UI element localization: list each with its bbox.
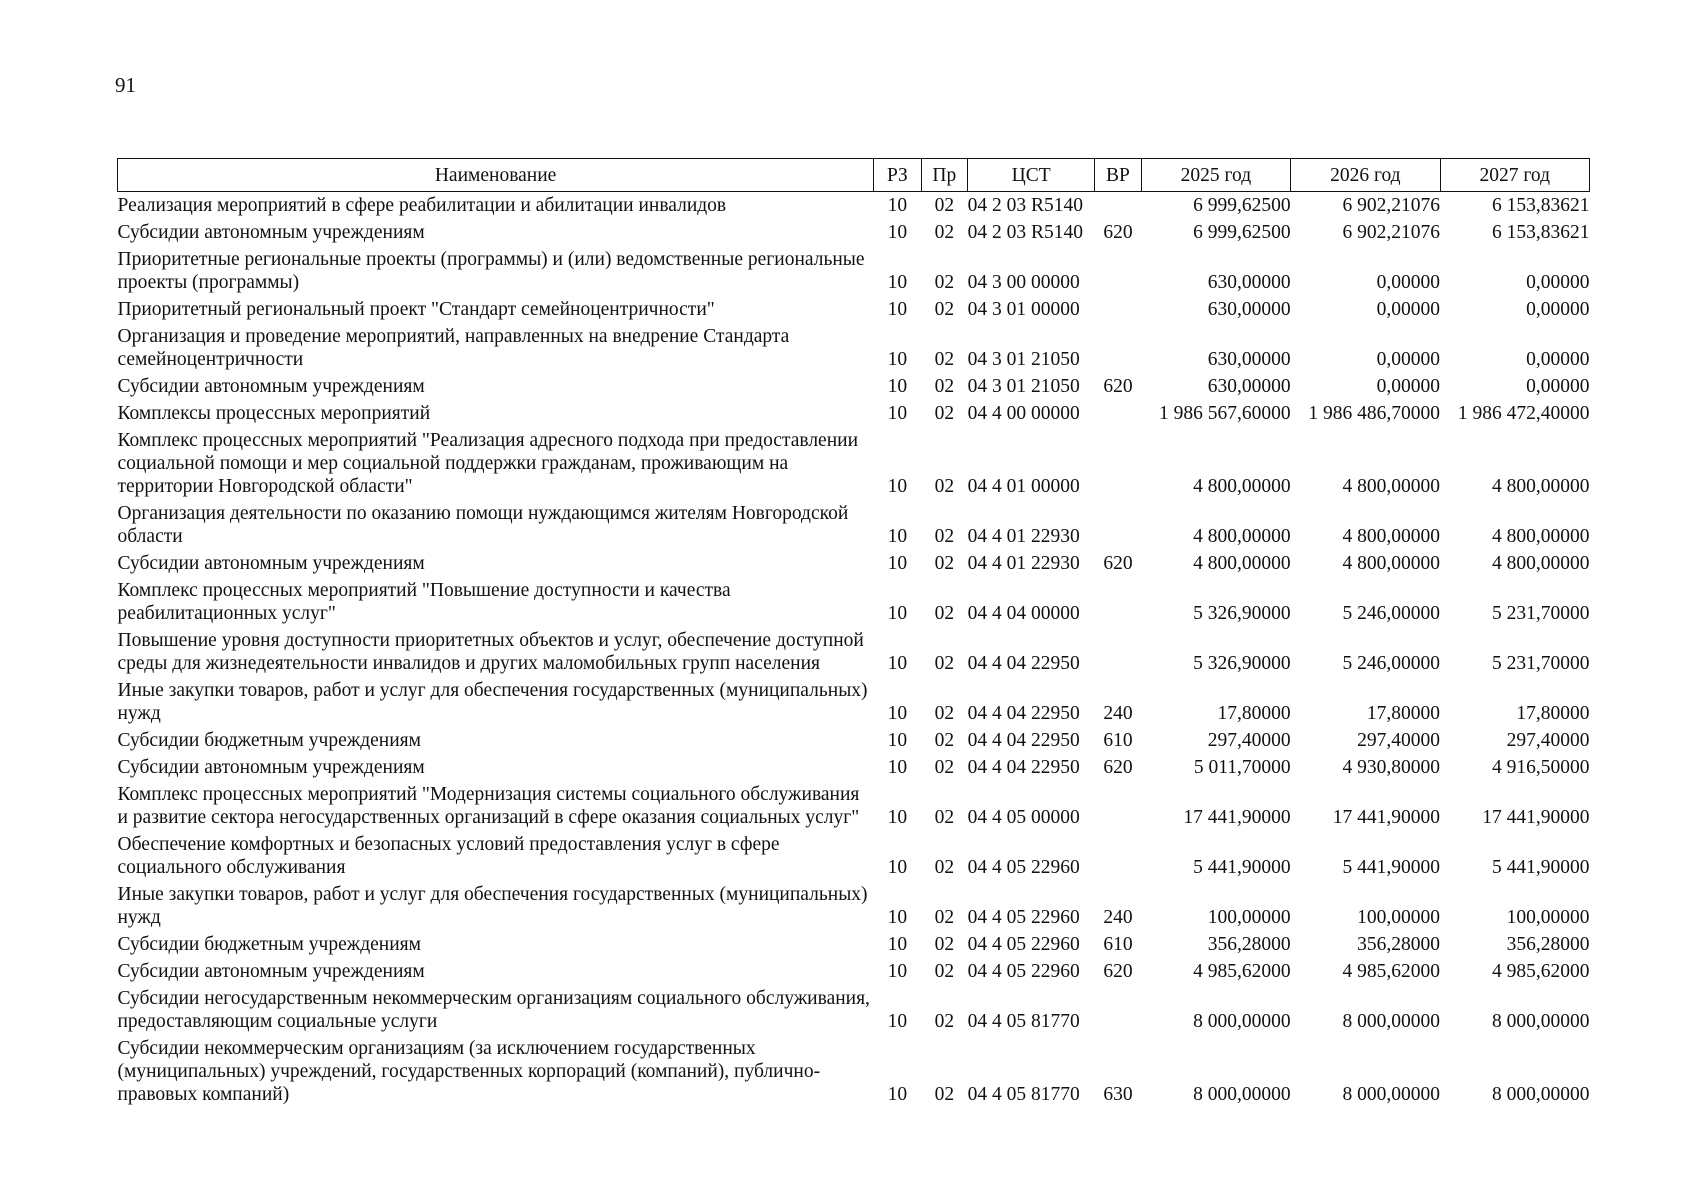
cell-2025: 630,00000 xyxy=(1207,376,1291,397)
cell-vr xyxy=(1095,192,1141,220)
cell-pr: 02 xyxy=(934,403,955,424)
cell-name: Субсидии автономным учреждениям xyxy=(117,376,425,397)
cell-rz: 10 xyxy=(887,807,908,828)
cell-2026: 5 441,90000 xyxy=(1342,857,1441,878)
cell-pr: 02 xyxy=(934,653,955,674)
cell-2027: 4 800,00000 xyxy=(1492,476,1590,497)
cell-rz: 10 xyxy=(887,1084,908,1105)
cell-cst: 04 4 05 22960 xyxy=(967,961,1080,982)
cell-rz: 10 xyxy=(887,299,908,320)
table-row xyxy=(118,246,1590,296)
cell-2025: 4 800,00000 xyxy=(1193,526,1291,547)
cell-name: Приоритетные региональные проекты (программы) и (или) ведомственные региональные проекты (программы) xyxy=(117,249,865,293)
cell-2027: 6 153,83621 xyxy=(1492,195,1590,216)
cell-name: Комплекс процессных мероприятий "Повышение доступности и качества реабилитационных услуг" xyxy=(117,580,731,624)
cell-rz: 10 xyxy=(887,603,908,624)
cell-cst: 04 4 05 00000 xyxy=(967,807,1080,828)
cell-2027: 6 153,83621 xyxy=(1492,222,1590,243)
cell-vr xyxy=(1095,577,1141,627)
header-2027: 2027 год xyxy=(1440,159,1589,192)
cell-2026: 8 000,00000 xyxy=(1342,1011,1441,1032)
cell-vr xyxy=(1095,627,1141,677)
cell-name: Субсидии негосударственным некоммерческим организациям социального обслуживания, предоставляющим социальные услуги xyxy=(117,988,870,1032)
cell-2027: 5 441,90000 xyxy=(1492,857,1590,878)
header-rz: РЗ xyxy=(874,159,921,192)
cell-pr: 02 xyxy=(934,757,955,778)
table-row xyxy=(118,1035,1590,1108)
cell-vr xyxy=(1095,781,1141,831)
cell-vr xyxy=(1095,400,1141,427)
cell-rz: 10 xyxy=(887,1011,908,1032)
table-row xyxy=(118,831,1590,881)
cell-2027: 0,00000 xyxy=(1526,349,1590,370)
cell-2027: 0,00000 xyxy=(1526,376,1590,397)
cell-2026: 8 000,00000 xyxy=(1342,1084,1441,1105)
cell-name: Субсидии автономным учреждениям xyxy=(117,222,425,243)
cell-cst: 04 2 03 R5140 xyxy=(967,195,1083,216)
table-row xyxy=(118,627,1590,677)
cell-rz: 10 xyxy=(887,703,908,724)
cell-vr xyxy=(1095,985,1141,1035)
cell-name: Обеспечение комфортных и безопасных условий предоставления услуг в сфере социального обслуживания xyxy=(117,834,780,878)
cell-2027: 4 800,00000 xyxy=(1492,526,1590,547)
cell-2026: 4 930,80000 xyxy=(1342,757,1441,778)
cell-2026: 0,00000 xyxy=(1376,349,1441,370)
cell-2027: 17,80000 xyxy=(1516,703,1590,724)
cell-cst: 04 4 05 81770 xyxy=(967,1084,1080,1105)
cell-2025: 6 999,62500 xyxy=(1193,195,1291,216)
cell-2025: 8 000,00000 xyxy=(1193,1011,1291,1032)
cell-2025: 17 441,90000 xyxy=(1183,807,1291,828)
cell-2027: 356,28000 xyxy=(1506,934,1590,955)
cell-cst: 04 3 01 21050 xyxy=(967,376,1080,397)
cell-rz: 10 xyxy=(887,476,908,497)
cell-2027: 4 985,62000 xyxy=(1492,961,1590,982)
cell-pr: 02 xyxy=(934,703,955,724)
header-vr: ВР xyxy=(1095,159,1141,192)
cell-name: Субсидии бюджетным учреждениям xyxy=(117,934,421,955)
cell-cst: 04 4 04 22950 xyxy=(967,703,1080,724)
table-row xyxy=(118,500,1590,550)
cell-2026: 17 441,90000 xyxy=(1332,807,1441,828)
table-row xyxy=(118,677,1590,727)
cell-pr: 02 xyxy=(934,272,955,293)
cell-pr: 02 xyxy=(934,807,955,828)
cell-2026: 4 800,00000 xyxy=(1342,526,1441,547)
cell-2026: 17,80000 xyxy=(1366,703,1441,724)
cell-2025: 5 326,90000 xyxy=(1193,653,1291,674)
cell-2026: 6 902,21076 xyxy=(1342,222,1441,243)
cell-vr: 620 xyxy=(1103,961,1133,982)
cell-vr: 610 xyxy=(1103,934,1133,955)
cell-pr: 02 xyxy=(934,376,955,397)
cell-2027: 4 916,50000 xyxy=(1492,757,1590,778)
cell-name: Субсидии автономным учреждениям xyxy=(117,757,425,778)
cell-rz: 10 xyxy=(887,907,908,928)
table-row xyxy=(118,881,1590,931)
table-row xyxy=(118,427,1590,500)
cell-cst: 04 3 01 21050 xyxy=(967,349,1080,370)
cell-vr xyxy=(1095,831,1141,881)
cell-pr: 02 xyxy=(934,1084,955,1105)
cell-rz: 10 xyxy=(887,857,908,878)
cell-vr: 620 xyxy=(1103,757,1133,778)
cell-2026: 297,40000 xyxy=(1357,730,1441,751)
cell-rz: 10 xyxy=(887,195,908,216)
cell-cst: 04 4 05 22960 xyxy=(967,907,1080,928)
cell-name: Субсидии некоммерческим организациям (за исключением государственных (муниципальных) учреждений, государственных корпораций (компаний), публично-правовых компаний) xyxy=(117,1038,821,1105)
table-row xyxy=(118,985,1590,1035)
cell-name: Субсидии автономным учреждениям xyxy=(117,961,425,982)
cell-name: Повышение уровня доступности приоритетных объектов и услуг, обеспечение доступной среды для жизнедеятельности инвалидов и других маломобильных групп населения xyxy=(117,630,864,674)
cell-name: Субсидии бюджетным учреждениям xyxy=(117,730,421,751)
cell-2027: 17 441,90000 xyxy=(1482,807,1590,828)
cell-2026: 5 246,00000 xyxy=(1342,603,1441,624)
cell-pr: 02 xyxy=(934,730,955,751)
cell-name: Организация деятельности по оказанию помощи нуждающимся жителям Новгородской области xyxy=(117,503,849,547)
cell-name: Реализация мероприятий в сфере реабилитации и абилитации инвалидов xyxy=(117,195,727,216)
cell-pr: 02 xyxy=(934,222,955,243)
cell-vr xyxy=(1095,323,1141,373)
cell-pr: 02 xyxy=(934,857,955,878)
cell-name: Комплексы процессных мероприятий xyxy=(117,403,431,424)
cell-2025: 630,00000 xyxy=(1207,299,1291,320)
cell-cst: 04 4 01 22930 xyxy=(967,553,1080,574)
cell-pr: 02 xyxy=(934,603,955,624)
cell-cst: 04 4 05 22960 xyxy=(967,857,1080,878)
cell-2027: 8 000,00000 xyxy=(1492,1084,1590,1105)
cell-cst: 04 4 00 00000 xyxy=(967,403,1080,424)
cell-vr: 620 xyxy=(1103,222,1133,243)
table-row xyxy=(118,958,1590,985)
cell-vr: 630 xyxy=(1103,1084,1133,1105)
cell-rz: 10 xyxy=(887,222,908,243)
cell-name: Иные закупки товаров, работ и услуг для обеспечения государственных (муниципальных) нужд xyxy=(117,680,868,724)
cell-2025: 5 441,90000 xyxy=(1193,857,1291,878)
cell-pr: 02 xyxy=(934,961,955,982)
cell-2027: 4 800,00000 xyxy=(1492,553,1590,574)
cell-rz: 10 xyxy=(887,272,908,293)
cell-name: Организация и проведение мероприятий, направленных на внедрение Стандарта семейноцентричности xyxy=(117,326,790,370)
header-2026: 2026 год xyxy=(1291,159,1440,192)
cell-2025: 356,28000 xyxy=(1207,934,1291,955)
table-row xyxy=(118,727,1590,754)
cell-pr: 02 xyxy=(934,299,955,320)
table-row xyxy=(118,192,1590,220)
table-row xyxy=(118,550,1590,577)
cell-2027: 0,00000 xyxy=(1526,299,1590,320)
cell-cst: 04 3 00 00000 xyxy=(967,272,1080,293)
header-pr: Пр xyxy=(921,159,967,192)
cell-2026: 6 902,21076 xyxy=(1342,195,1441,216)
cell-rz: 10 xyxy=(887,403,908,424)
cell-pr: 02 xyxy=(934,553,955,574)
cell-rz: 10 xyxy=(887,553,908,574)
table-row xyxy=(118,754,1590,781)
cell-name: Комплекс процессных мероприятий "Модернизация системы социального обслуживания и развитие сектора негосударственных организаций в сфере оказания социальных услуг" xyxy=(117,784,860,828)
cell-pr: 02 xyxy=(934,526,955,547)
cell-pr: 02 xyxy=(934,907,955,928)
cell-vr: 620 xyxy=(1103,376,1133,397)
table-body xyxy=(118,192,1590,1109)
cell-2026: 0,00000 xyxy=(1376,376,1441,397)
cell-2027: 100,00000 xyxy=(1506,907,1590,928)
cell-cst: 04 4 05 81770 xyxy=(967,1011,1080,1032)
cell-vr xyxy=(1095,500,1141,550)
cell-rz: 10 xyxy=(887,730,908,751)
cell-2025: 6 999,62500 xyxy=(1193,222,1291,243)
budget-table xyxy=(117,158,1590,1108)
cell-name: Комплекс процессных мероприятий "Реализация адресного подхода при предоставлении социальной помощи и мер социальной поддержки гражданам, проживающим на территории Новгородской области" xyxy=(117,430,859,497)
cell-2026: 4 800,00000 xyxy=(1342,553,1441,574)
cell-rz: 10 xyxy=(887,757,908,778)
cell-2026: 1 986 486,70000 xyxy=(1308,403,1441,424)
cell-2027: 1 986 472,40000 xyxy=(1457,403,1590,424)
cell-rz: 10 xyxy=(887,349,908,370)
cell-2027: 0,00000 xyxy=(1526,272,1590,293)
cell-vr: 240 xyxy=(1103,703,1133,724)
cell-cst: 04 4 01 22930 xyxy=(967,526,1080,547)
cell-2025: 297,40000 xyxy=(1207,730,1291,751)
cell-name: Приоритетный региональный проект "Стандарт семейноцентричности" xyxy=(117,299,715,320)
cell-name: Иные закупки товаров, работ и услуг для обеспечения государственных (муниципальных) нужд xyxy=(117,884,868,928)
table-row xyxy=(118,781,1590,831)
cell-rz: 10 xyxy=(887,653,908,674)
cell-cst: 04 4 04 00000 xyxy=(967,603,1080,624)
cell-2026: 0,00000 xyxy=(1376,272,1441,293)
cell-2026: 356,28000 xyxy=(1357,934,1441,955)
cell-vr xyxy=(1095,246,1141,296)
header-cst: ЦСТ xyxy=(968,159,1095,192)
cell-pr: 02 xyxy=(934,349,955,370)
cell-rz: 10 xyxy=(887,934,908,955)
page-number: 91 xyxy=(115,73,136,97)
cell-cst: 04 3 01 00000 xyxy=(967,299,1080,320)
cell-name: Субсидии автономным учреждениям xyxy=(117,553,425,574)
cell-vr: 620 xyxy=(1103,553,1133,574)
cell-pr: 02 xyxy=(934,195,955,216)
cell-2025: 630,00000 xyxy=(1207,272,1291,293)
cell-cst: 04 4 04 22950 xyxy=(967,653,1080,674)
cell-pr: 02 xyxy=(934,1011,955,1032)
table-row xyxy=(118,323,1590,373)
cell-2025: 17,80000 xyxy=(1217,703,1291,724)
cell-2025: 4 800,00000 xyxy=(1193,476,1291,497)
cell-2026: 100,00000 xyxy=(1357,907,1441,928)
cell-2027: 297,40000 xyxy=(1506,730,1590,751)
table-row xyxy=(118,931,1590,958)
cell-rz: 10 xyxy=(887,376,908,397)
cell-2025: 100,00000 xyxy=(1207,907,1291,928)
cell-vr xyxy=(1095,296,1141,323)
cell-pr: 02 xyxy=(934,934,955,955)
cell-cst: 04 2 03 R5140 xyxy=(967,222,1083,243)
cell-2027: 8 000,00000 xyxy=(1492,1011,1590,1032)
cell-cst: 04 4 01 00000 xyxy=(967,476,1080,497)
header-2025: 2025 год xyxy=(1141,159,1290,192)
header-name: Наименование xyxy=(118,159,874,192)
cell-2026: 0,00000 xyxy=(1376,299,1441,320)
table-row xyxy=(118,296,1590,323)
cell-vr xyxy=(1095,427,1141,500)
cell-2025: 630,00000 xyxy=(1207,349,1291,370)
cell-vr: 610 xyxy=(1103,730,1133,751)
cell-2027: 5 231,70000 xyxy=(1492,653,1590,674)
cell-2026: 5 246,00000 xyxy=(1342,653,1441,674)
cell-cst: 04 4 04 22950 xyxy=(967,730,1080,751)
table-row xyxy=(118,219,1590,246)
cell-2025: 4 800,00000 xyxy=(1193,553,1291,574)
cell-rz: 10 xyxy=(887,526,908,547)
cell-2026: 4 800,00000 xyxy=(1342,476,1441,497)
cell-2026: 4 985,62000 xyxy=(1342,961,1441,982)
cell-cst: 04 4 04 22950 xyxy=(967,757,1080,778)
cell-cst: 04 4 05 22960 xyxy=(967,934,1080,955)
table-row xyxy=(118,373,1590,400)
cell-vr: 240 xyxy=(1103,907,1133,928)
cell-rz: 10 xyxy=(887,961,908,982)
cell-2025: 5 011,70000 xyxy=(1193,757,1291,778)
cell-2025: 4 985,62000 xyxy=(1193,961,1291,982)
table-row xyxy=(118,400,1590,427)
cell-2025: 8 000,00000 xyxy=(1193,1084,1291,1105)
table-header-row xyxy=(118,159,1590,192)
cell-2027: 5 231,70000 xyxy=(1492,603,1590,624)
cell-2025: 1 986 567,60000 xyxy=(1158,403,1291,424)
cell-pr: 02 xyxy=(934,476,955,497)
cell-2025: 5 326,90000 xyxy=(1193,603,1291,624)
table-row xyxy=(118,577,1590,627)
